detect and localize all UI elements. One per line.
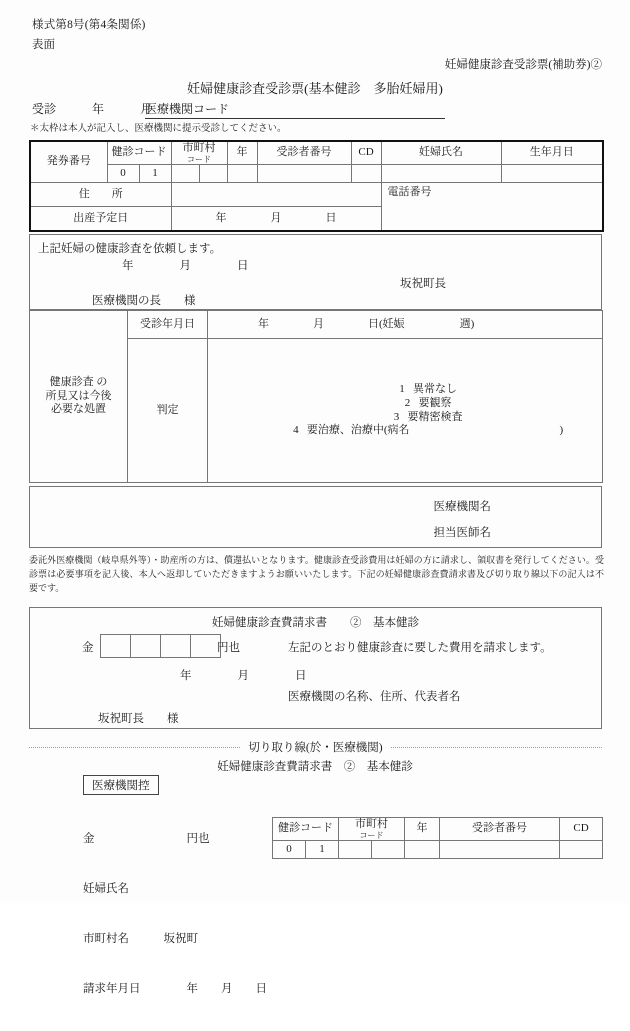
stub-fields [83, 798, 267, 1031]
findings-label-l1: 健康診査 の [49, 375, 108, 388]
judgement-option-1[interactable] [248, 383, 600, 397]
findings-row-label [30, 311, 128, 483]
findings-label-l2: 所見又は今後 [45, 389, 112, 402]
signature-block [29, 486, 602, 548]
receive-date-line: 受診 年 月 [32, 102, 153, 116]
judgement-text-2: 要観察 [418, 396, 452, 409]
institution-name-label[interactable]: 医療機関名 [433, 501, 491, 513]
institution-code-field[interactable]: 医療機関コード [145, 100, 445, 119]
stub-title: 妊婦健康診査費請求書 ② 基本健診 [217, 761, 413, 773]
stub-municipality-main: 市町村 [355, 818, 388, 830]
judgement-text-3: 要精密検査 [407, 410, 463, 423]
claim-mayor-line: 坂祝町長 様 [98, 713, 179, 725]
amount-cell-4[interactable] [191, 635, 221, 658]
cut-line-label: 切り取り線(於・医療機関) [248, 742, 383, 754]
amount-cell-2[interactable] [131, 635, 161, 658]
request-statement: 上記妊婦の健康診査を依頼します。 [38, 243, 222, 255]
amount-cells-table [100, 634, 221, 658]
table-row [30, 141, 603, 165]
voucher-type-label: 妊婦健康診査受診票(補助券)② [444, 59, 602, 71]
stub-claim-date-line[interactable]: 請求年月日 年 月 日 [83, 983, 267, 996]
cd-input[interactable] [351, 165, 381, 183]
stub-municipality-input-2[interactable] [372, 841, 405, 859]
stub-year-input[interactable] [405, 841, 440, 859]
municipality-code-main: 市町村 [182, 142, 216, 154]
due-date-label: 出産予定日 [30, 207, 171, 232]
stub-keep-label: 医療機関控 [83, 775, 159, 795]
stub-checkup-code-digit-1: 1 [306, 841, 339, 859]
judgement-close-paren: ) [559, 424, 564, 437]
table-row [101, 635, 221, 658]
header-issue-number: 発券番号 [30, 141, 107, 183]
cut-line [29, 739, 602, 755]
claim-amount-boxes [100, 634, 221, 658]
address-label: 住 所 [30, 183, 171, 207]
exam-date-label: 受診年月日 [128, 311, 208, 339]
doctor-name-label[interactable]: 担当医師名 [433, 527, 491, 539]
exam-date-input[interactable]: 年 月 日(妊娠 週) [208, 311, 603, 339]
header-checkup-code: 健診コード [107, 141, 171, 165]
stub-table [272, 817, 603, 859]
municipality-code-input-1[interactable] [171, 165, 199, 183]
header-birthdate: 生年月日 [501, 141, 603, 165]
header-year: 年 [227, 141, 257, 165]
municipality-code-input-2[interactable] [199, 165, 227, 183]
request-addressee: 医療機関の長 様 [92, 295, 196, 307]
claim-money-label: 金 [82, 642, 94, 654]
claim-title: 妊婦健康診査費請求書 ② 基本健診 [212, 617, 419, 629]
stub-checkup-code-digit-0: 0 [273, 841, 306, 859]
judgement-options [208, 339, 603, 483]
checkup-code-digit-0: 0 [107, 165, 139, 183]
page-title: 妊婦健康診査受診票(基本健診 多胎妊婦用) [187, 81, 443, 96]
request-mayor: 坂祝町長 [400, 278, 446, 290]
municipality-code-sub: コード [187, 154, 211, 164]
claim-block [29, 607, 602, 729]
judgement-option-3[interactable] [248, 411, 600, 425]
stub-municipality-line: 市町村名 坂祝町 [83, 933, 198, 946]
address-input[interactable] [171, 183, 381, 207]
form-side-label: 表面 [32, 39, 55, 51]
year-input[interactable] [227, 165, 257, 183]
table-row [273, 818, 603, 841]
request-block [29, 234, 602, 310]
judgement-num-3: 3 [393, 410, 400, 423]
judgement-num-1: 1 [399, 383, 405, 395]
instruction-note: ＊太枠は本人が記入し、医療機関に提示受診してください。 [30, 124, 287, 134]
table-row [30, 311, 603, 339]
fine-print-note: 委託外医療機関（岐阜県外等）・助産所の方は、償還払いとなります。健康診査受診費用は妊婦の方に請求し、領収書を発行してください。受診票は必要事項を記入後、本人へ返却していただきますようお願いいたします。下記の妊婦健康診査費請求書及び切り取り線以下の記入は不要です。 [29, 555, 604, 593]
amount-cell-3[interactable] [161, 635, 191, 658]
stub-header-municipality-code [339, 818, 405, 841]
claim-statement: 左記のとおり健康診査に要した費用を請求します。 [288, 642, 552, 654]
findings-table [29, 310, 603, 483]
stub-money-line[interactable]: 金 円也 [83, 833, 210, 846]
stub-header-examinee-number: 受診者番号 [440, 818, 560, 841]
form-number: 様式第8号(第4条関係) [32, 19, 146, 31]
judgement-num-4: 4 [293, 424, 299, 437]
judgement-option-2[interactable] [248, 397, 600, 411]
stub-examinee-number-input[interactable] [440, 841, 560, 859]
stub-municipality-input-1[interactable] [339, 841, 372, 859]
applicant-table [29, 140, 604, 232]
name-input[interactable] [381, 165, 501, 183]
judgement-text-4: 要治療、治療中(病名 [306, 424, 410, 437]
claim-yen-unit: 円也 [217, 642, 240, 654]
table-row [30, 183, 603, 207]
stub-cd-input[interactable] [560, 841, 603, 859]
birthdate-input[interactable] [501, 165, 603, 183]
header-name: 妊婦氏名 [381, 141, 501, 165]
cut-line-dash-left [29, 747, 240, 748]
header-cd: CD [351, 141, 381, 165]
findings-label-l3: 必要な処置 [51, 403, 106, 416]
stub-municipality-sub: コード [359, 830, 384, 840]
stub-header-year: 年 [405, 818, 440, 841]
header-examinee-number: 受診者番号 [257, 141, 351, 165]
due-date-input[interactable]: 年 月 日 [171, 207, 381, 232]
stub-header-cd: CD [560, 818, 603, 841]
checkup-code-digit-1: 1 [139, 165, 171, 183]
judgement-option-4[interactable] [248, 424, 600, 438]
judgement-label: 判定 [128, 339, 208, 483]
cut-line-dash-right [391, 747, 602, 748]
request-date[interactable]: 年 月 日 [122, 260, 249, 272]
header-municipality-code [171, 141, 227, 165]
examinee-number-input[interactable] [257, 165, 351, 183]
judgement-text-1: 異常なし [413, 383, 457, 395]
judgement-num-2: 2 [404, 396, 411, 409]
amount-cell-1[interactable] [101, 635, 131, 658]
table-row [30, 165, 603, 183]
phone-label[interactable]: 電話番号 [381, 183, 603, 232]
claim-date[interactable]: 年 月 日 [180, 670, 307, 682]
stub-header-checkup-code: 健診コード [273, 818, 339, 841]
table-row [273, 841, 603, 859]
stub-name-line[interactable]: 妊婦氏名 [83, 883, 129, 896]
claim-institution-line[interactable]: 医療機関の名称、住所、代表者名 [288, 691, 461, 703]
